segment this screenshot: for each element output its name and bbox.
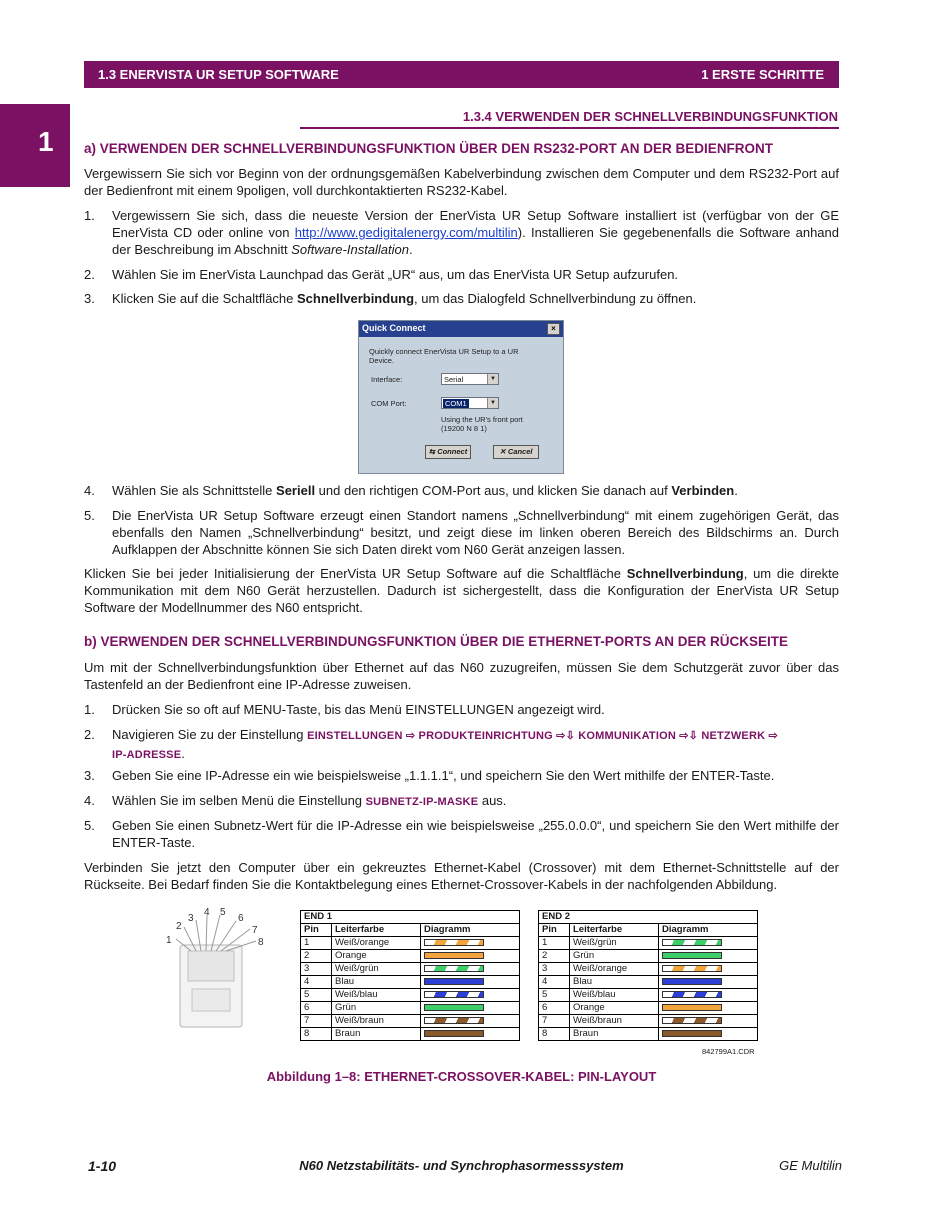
diagram-cell	[421, 937, 520, 950]
diagram-cell	[421, 1002, 520, 1015]
pin-label: 2	[176, 921, 182, 932]
pin-cell: 2	[539, 950, 570, 963]
color-cell: Weiß/orange	[332, 937, 421, 950]
end1-title: END 1	[301, 911, 520, 924]
wire-swatch	[424, 1004, 484, 1011]
list-text: Die EnerVista UR Setup Software erzeugt einen Standort namens „Schnellverbindung“ mit einem zugehörigen Gerät, das ebenfalls den Namen „Schnellverbindung“ besitzt, und zeigt diese im linken oberen Bereich des Bildschirms an. Durch Aufklappen der Abschnitte können Sie sich Daten direkt vom N60 Gerät anzeigen lassen.	[112, 508, 839, 557]
list-text: Wählen Sie im EnerVista Launchpad das Gerät „UR“ aus, um das EnerVista UR Setup aufzurufen.	[112, 267, 679, 282]
connect-button[interactable]: ⇆ Connect	[425, 445, 471, 459]
dialog-title: Quick Connect	[362, 323, 426, 333]
diagram-cell	[421, 989, 520, 1002]
pin-label: 5	[220, 907, 226, 918]
header-chapter-title: 1 ERSTE SCHRITTE	[701, 67, 824, 82]
color-cell: Weiß/braun	[332, 1015, 421, 1028]
list-number: 3.	[84, 768, 95, 783]
color-cell: Blau	[570, 976, 659, 989]
list-text: Wählen Sie im selben Menü die Einstellung SUBNETZ-IP-MASKE aus.	[112, 793, 507, 808]
wire-swatch	[424, 939, 484, 946]
wire-swatch	[662, 965, 722, 972]
dialog-description: Quickly connect EnerVista UR Setup to a UR Device.	[369, 347, 519, 365]
pin-cell: 1	[539, 937, 570, 950]
menu-path: SUBNETZ-IP-MASKE	[365, 796, 479, 808]
wire-swatch	[662, 952, 722, 959]
interface-label: Interface:	[371, 375, 403, 384]
section-b-heading: b) VERWENDEN DER SCHNELLVERBINDUNGSFUNKTION ÜBER DIE ETHERNET-PORTS AN DER RÜCKSEITE	[84, 634, 789, 649]
list-number: 5.	[84, 508, 95, 523]
cancel-button[interactable]: ✕ Cancel	[493, 445, 539, 459]
color-cell: Weiß/braun	[570, 1015, 659, 1028]
col-pin: Pin	[539, 924, 570, 937]
list-number: 1.	[84, 702, 95, 717]
pin-label: 1	[166, 935, 172, 946]
table-row	[539, 1002, 758, 1015]
list-text: Wählen Sie als Schnittstelle Seriell und den richtigen COM-Port aus, und klicken Sie danach auf Verbinden.	[112, 483, 738, 498]
list-text: Geben Sie einen Subnetz-Wert für die IP-Adresse ein wie beispielsweise „255.0.0.0“, und speichern Sie den Wert mithilfe der ENTER-Taste.	[112, 818, 839, 850]
color-cell: Blau	[332, 976, 421, 989]
wire-swatch	[662, 991, 722, 998]
quick-connect-dialog	[358, 320, 564, 474]
figure-caption: Abbildung 1–8: ETHERNET-CROSSOVER-KABEL: PIN-LAYOUT	[266, 1069, 657, 1084]
table-row	[539, 989, 758, 1002]
pin-cell: 1	[301, 937, 332, 950]
color-cell: Weiß/blau	[332, 989, 421, 1002]
list-number: 4.	[84, 793, 95, 808]
list-number: 3.	[84, 291, 95, 306]
wire-swatch	[424, 965, 484, 972]
page-header-bar	[84, 61, 839, 88]
com-port-select[interactable]: COM1 ▼	[441, 397, 499, 409]
section-a-heading: a) VERWENDEN DER SCHNELLVERBINDUNGSFUNKTION ÜBER DEN RS232-PORT AN DER BEDIENFRONT	[84, 141, 774, 156]
pin-cell: 4	[539, 976, 570, 989]
table-row	[539, 976, 758, 989]
pin-label: 6	[238, 913, 244, 924]
table-row	[301, 1028, 520, 1041]
list-text: Vergewissern Sie sich, dass die neueste Version der EnerVista UR Setup Software installiert ist (verfügbar von der GE EnerVista CD oder online von http://www.gedigitalenergy.com/multilin). Installieren Sie gegebenenfalls die Software anhand der Beschreibung im Abschnitt Software-Installation.	[112, 208, 839, 257]
table-row	[301, 950, 520, 963]
list-number: 2.	[84, 727, 95, 742]
cancel-icon: ✕	[499, 447, 506, 456]
section-a-closing: Klicken Sie bei jeder Initialisierung der EnerVista UR Setup Software auf die Schaltfläche Schnellverbindung, um die direkte Kommunikation mit dem N60 Gerät herzustellen. Dadurch ist sichergestellt, dass die Konfiguration der EnerVista UR Setup Software der Modellnummer des N60 entspricht.	[84, 566, 839, 615]
dialog-titlebar	[359, 321, 563, 337]
col-color: Leiterfarbe	[332, 924, 421, 937]
end2-title: END 2	[539, 911, 758, 924]
wire-swatch	[424, 991, 484, 998]
table-row	[539, 950, 758, 963]
color-cell: Braun	[570, 1028, 659, 1041]
wire-swatch	[662, 978, 722, 985]
pin-cell: 6	[539, 1002, 570, 1015]
col-pin: Pin	[301, 924, 332, 937]
pin-cell: 7	[301, 1015, 332, 1028]
color-cell: Weiß/grün	[570, 937, 659, 950]
end2-table	[538, 910, 758, 1041]
diagram-cell	[659, 937, 758, 950]
multilin-link[interactable]: http://www.gedigitalenergy.com/multilin	[294, 225, 518, 240]
chevron-down-icon: ▼	[487, 374, 498, 384]
diagram-cell	[659, 963, 758, 976]
subsection-rule	[300, 127, 839, 129]
diagram-cell	[659, 950, 758, 963]
color-cell: Orange	[570, 1002, 659, 1015]
diagram-cell	[421, 1028, 520, 1041]
pin-cell: 2	[301, 950, 332, 963]
footer-company: GE Multilin	[779, 1158, 842, 1173]
pin-label: 3	[188, 913, 194, 924]
chapter-tab	[0, 104, 70, 187]
table-row	[301, 976, 520, 989]
pin-cell: 5	[301, 989, 332, 1002]
table-row	[539, 1015, 758, 1028]
wire-swatch	[424, 978, 484, 985]
table-row	[539, 937, 758, 950]
color-cell: Braun	[332, 1028, 421, 1041]
com-port-label: COM Port:	[371, 399, 407, 408]
subsection-title: 1.3.4 VERWENDEN DER SCHNELLVERBINDUNGSFUNKTION	[462, 109, 838, 124]
list-text: Klicken Sie auf die Schaltfläche Schnellverbindung, um das Dialogfeld Schnellverbindung zu öffnen.	[112, 291, 697, 306]
pin-cell: 3	[301, 963, 332, 976]
list-number: 1.	[84, 208, 95, 223]
list-text: Navigieren Sie zu der Einstellung EINSTELLUNGEN ⇨ PRODUKTEINRICHTUNG ⇨⇩ KOMMUNIKATION ⇨⇩ NETZWERK ⇨ IP-ADRESSE.	[112, 727, 778, 761]
color-cell: Grün	[570, 950, 659, 963]
list-text: Geben Sie eine IP-Adresse ein wie beispielsweise „1.1.1.1“, und speichern Sie den Wert mithilfe der ENTER-Taste.	[112, 768, 775, 783]
col-diagram: Diagramm	[659, 924, 758, 937]
table-row	[539, 1028, 758, 1041]
wire-swatch	[424, 1030, 484, 1037]
wire-swatch	[662, 1004, 722, 1011]
pin-cell: 4	[301, 976, 332, 989]
diagram-cell	[659, 1028, 758, 1041]
chevron-down-icon: ▼	[487, 398, 498, 408]
list-number: 4.	[84, 483, 95, 498]
diagram-cell	[421, 950, 520, 963]
diagram-cell	[421, 1015, 520, 1028]
pin-label: 7	[252, 925, 258, 936]
end1-table	[300, 910, 520, 1041]
diagram-cell	[659, 976, 758, 989]
chapter-number: 1	[38, 126, 54, 157]
col-color: Leiterfarbe	[570, 924, 659, 937]
header-section-title: 1.3 ENERVISTA UR SETUP SOFTWARE	[98, 67, 339, 82]
table-row	[301, 937, 520, 950]
pin-cell: 7	[539, 1015, 570, 1028]
table-row	[301, 1015, 520, 1028]
color-cell: Grün	[332, 1002, 421, 1015]
table-row	[301, 1002, 520, 1015]
diagram-cell	[421, 963, 520, 976]
diagram-cell	[659, 1015, 758, 1028]
interface-select[interactable]: Serial ▼	[441, 373, 499, 385]
col-diagram: Diagramm	[421, 924, 520, 937]
color-cell: Weiß/blau	[570, 989, 659, 1002]
color-cell: Weiß/grün	[332, 963, 421, 976]
pin-cell: 3	[539, 963, 570, 976]
diagram-cell	[659, 1002, 758, 1015]
list-number: 2.	[84, 267, 95, 282]
pin-cell: 6	[301, 1002, 332, 1015]
table-row	[301, 963, 520, 976]
rj45-connector-illustration	[158, 903, 268, 1033]
connect-icon: ⇆	[428, 447, 436, 456]
pin-label: 8	[258, 937, 264, 948]
wire-swatch	[424, 1017, 484, 1024]
wire-swatch	[424, 952, 484, 959]
pin-cell: 5	[539, 989, 570, 1002]
diagram-cell	[421, 976, 520, 989]
pin-label: 4	[204, 907, 210, 918]
color-cell: Orange	[332, 950, 421, 963]
close-icon[interactable]: ×	[547, 323, 560, 335]
pin-cell: 8	[539, 1028, 570, 1041]
table-row	[539, 963, 758, 976]
port-note: Using the UR's front port (19200 N 8 1)	[441, 415, 523, 433]
menu-path-item: IP-ADRESSE	[112, 749, 182, 761]
list-number: 5.	[84, 818, 95, 833]
wire-swatch	[662, 1017, 722, 1024]
section-a-intro: Vergewissern Sie sich vor Beginn von der ordnungsgemäßen Kabelverbindung zwischen dem Computer und dem RS232-Port auf der Bedienfront mit einem 9poligen, voll durchkontaktierten RS232-Kabel.	[84, 166, 839, 198]
footer-title: N60 Netzstabilitäts- und Synchrophasormesssystem	[299, 1158, 624, 1173]
menu-path: EINSTELLUNGEN ⇨ PRODUKTEINRICHTUNG ⇨⇩ KOMMUNIKATION ⇨⇩ NETZWERK ⇨	[307, 730, 778, 742]
wire-swatch	[662, 939, 722, 946]
table-row	[301, 989, 520, 1002]
figure-code: 842799A1.CDR	[702, 1047, 755, 1056]
color-cell: Weiß/orange	[570, 963, 659, 976]
list-text: Drücken Sie so oft auf MENU-Taste, bis das Menü EINSTELLUNGEN angezeigt wird.	[112, 702, 605, 717]
section-b-intro: Um mit der Schnellverbindungsfunktion über Ethernet auf das N60 zuzugreifen, müssen Sie dem Schutzgerät zuvor über das Tastenfeld an der Bedienfront eine IP-Adresse zuweisen.	[84, 660, 839, 692]
section-b-closing: Verbinden Sie jetzt den Computer über ein gekreuztes Ethernet-Kabel (Crossover) mit dem Ethernet-Schnittstelle auf der Rückseite. Bei Bedarf finden Sie die Kontaktbelegung eines Ethernet-Crossover-Kabels in der nachfolgenden Abbildung.	[84, 860, 839, 892]
pin-cell: 8	[301, 1028, 332, 1041]
wire-swatch	[662, 1030, 722, 1037]
diagram-cell	[659, 989, 758, 1002]
footer-page-number: 1-10	[88, 1158, 117, 1174]
